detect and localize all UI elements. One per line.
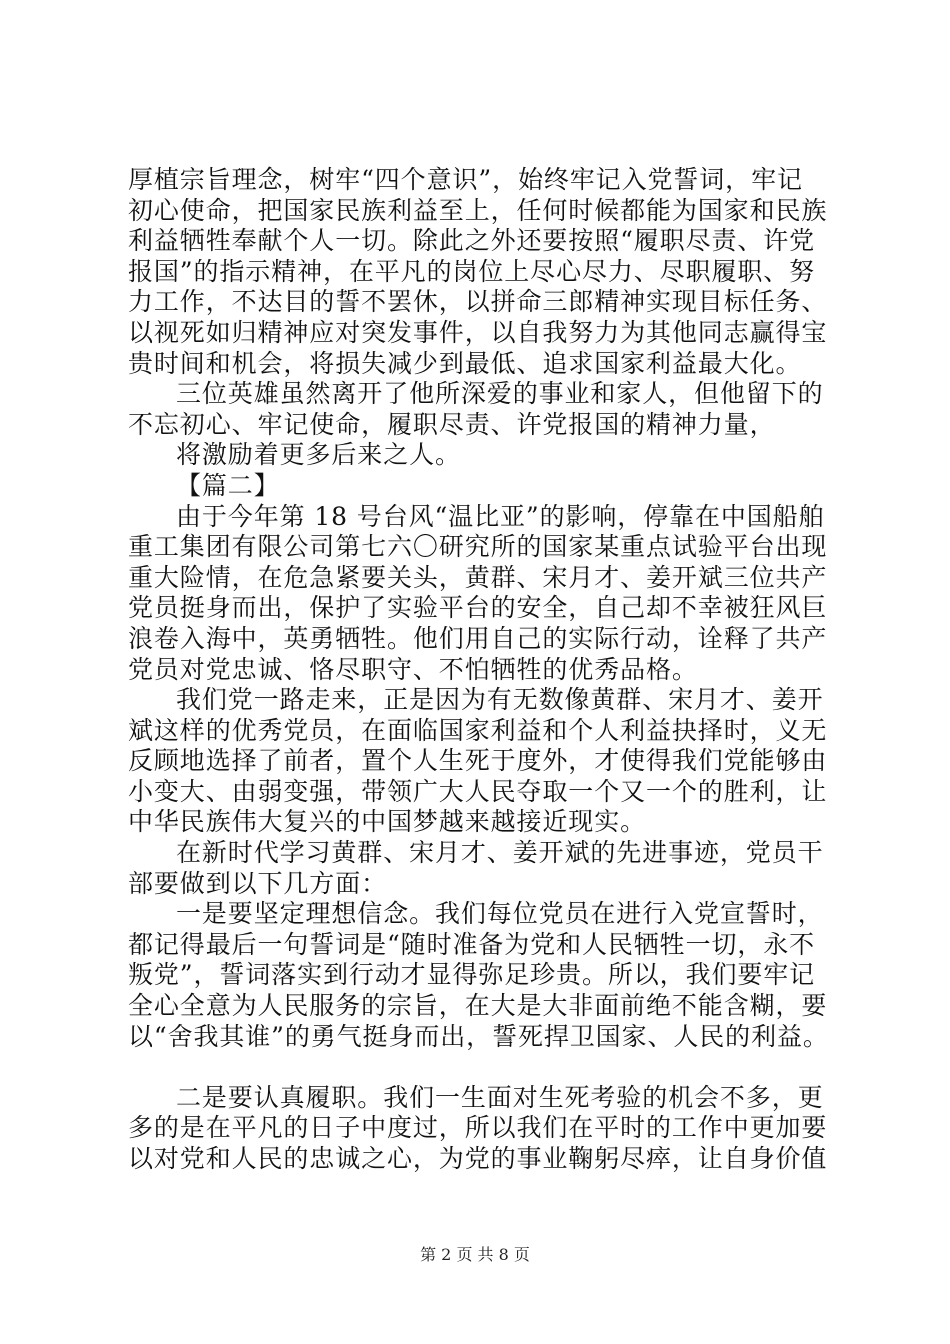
text-line: 以视死如归精神应对突发事件，以自我努力为其他同志赢得宝 bbox=[128, 317, 828, 347]
text-line: 以“舍我其谁”的勇气挺身而出，誓死捍卫国家、人民的利益。 bbox=[128, 1021, 829, 1051]
text-line: 三位英雄虽然离开了他所深爱的事业和家人，但他留下的 bbox=[176, 379, 824, 409]
text-line: 力工作，不达目的誓不罢休，以拼命三郎精神实现目标任务、 bbox=[128, 287, 828, 317]
text-line: 斌这样的优秀党员，在面临国家利益和个人利益抉择时，义无 bbox=[128, 715, 828, 745]
document-body bbox=[128, 165, 828, 1175]
text-line: 厚植宗旨理念，树牢“四个意识”，始终牢记入党誓词，牢记 bbox=[128, 165, 803, 194]
text-line: 初心使命，把国家民族利益至上，任何时候都能为国家和民族 bbox=[128, 195, 828, 225]
text-line: 报国”的指示精神，在平凡的岗位上尽心尽力、尽职履职、努 bbox=[128, 256, 816, 286]
text-line: 中华民族伟大复兴的中国梦越来越接近现实。 bbox=[128, 807, 647, 837]
text-line: 在新时代学习黄群、宋月才、姜开斌的先进事迹，党员干 bbox=[176, 838, 824, 868]
text-line: 我们党一路走来，正是因为有无数像黄群、宋月才、姜开 bbox=[176, 685, 824, 715]
page-footer: 第 2 页 共 8 页 bbox=[420, 1245, 530, 1264]
text-line: 不忘初心、牢记使命，履职尽责、许党报国的精神力量， bbox=[128, 409, 776, 439]
text-line: 党员挺身而出，保护了实验平台的安全，自己却不幸被狂风巨 bbox=[128, 593, 828, 623]
text-line: 小变大、由弱变强，带领广大人民夺取一个又一个的胜利，让 bbox=[128, 776, 828, 806]
text-line: 重大险情，在危急紧要关头，黄群、宋月才、姜开斌三位共产 bbox=[128, 562, 828, 592]
text-line: 多的是在平凡的日子中度过，所以我们在平时的工作中更加要 bbox=[128, 1113, 828, 1143]
text-line: 利益牺牲奉献个人一切。除此之外还要按照“履职尽责、许党 bbox=[128, 226, 816, 256]
text-line: 部要做到以下几方面： bbox=[128, 868, 388, 898]
section-heading: 【篇二】 bbox=[176, 470, 280, 500]
text-line: 叛党”，誓词落实到行动才显得弥足珍贵。所以，我们要牢记 bbox=[128, 960, 816, 990]
text-line: 重工集团有限公司第七六〇研究所的国家某重点试验平台出现 bbox=[128, 532, 828, 562]
text-line: 党员对党忠诚、恪尽职守、不怕牺牲的优秀品格。 bbox=[128, 654, 698, 684]
text-line: 浪卷入海中，英勇牺牲。他们用自己的实际行动，诠释了共产 bbox=[128, 623, 828, 653]
text-line: 由于今年第 18 号台风“温比亚”的影响，停靠在中国船舶 bbox=[176, 501, 825, 531]
text-line: 都记得最后一句誓词是“随时准备为党和人民牺牲一切，永不 bbox=[128, 929, 816, 959]
text-line: 二是要认真履职。我们一生面对生死考验的机会不多，更 bbox=[176, 1082, 824, 1112]
text-line: 以对党和人民的忠诚之心，为党的事业鞠躬尽瘁，让自身价值 bbox=[128, 1144, 828, 1173]
blank-line bbox=[128, 1052, 828, 1083]
text-line: 反顾地选择了前者，置个人生死于度外，才使得我们党能够由 bbox=[128, 746, 828, 776]
text-line: 贵时间和机会，将损失减少到最低、追求国家利益最大化。 bbox=[128, 348, 802, 378]
text-line: 全心全意为人民服务的宗旨，在大是大非面前绝不能含糊，要 bbox=[128, 991, 828, 1021]
text-line: 将激励着更多后来之人。 bbox=[176, 440, 461, 470]
text-line: 一是要坚定理想信念。我们每位党员在进行入党宣誓时， bbox=[176, 899, 824, 929]
